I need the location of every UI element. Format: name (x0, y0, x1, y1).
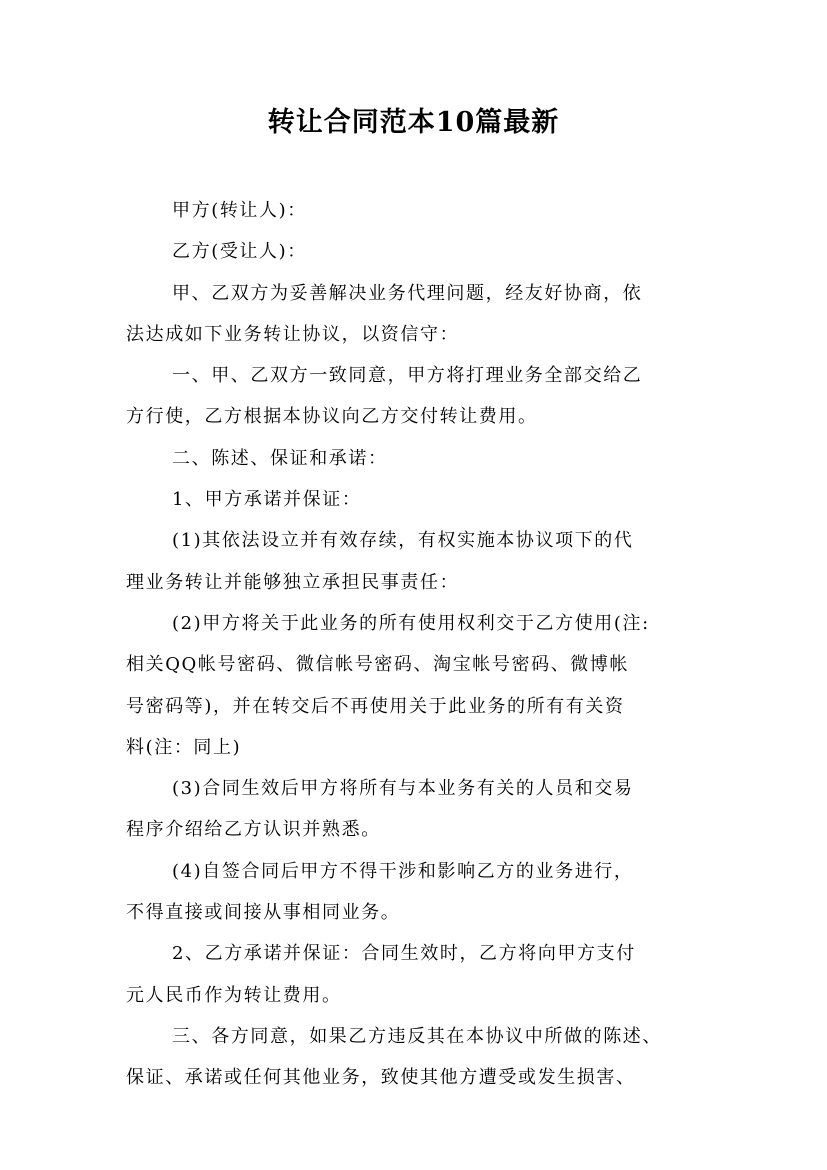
paragraph-line: 料(注：同上) (126, 736, 242, 758)
document-body (126, 190, 711, 1099)
paragraph-line: 一、甲、乙双方一致同意，甲方将打理业务全部交给乙 (172, 365, 643, 387)
paragraph-line: 2、乙方承诺并保证：合同生效时，乙方将向甲方支付 (172, 943, 636, 965)
paragraph-line: (3)合同生效后甲方将所有与本业务有关的人员和交易 (172, 778, 634, 800)
paragraph-line: (4)自签合同后甲方不得干涉和影响乙方的业务进行， (172, 860, 634, 882)
paragraph-line: 元人民币作为转让费用。 (126, 984, 342, 1006)
paragraph-line: 不得直接或间接从事相同业务。 (126, 902, 401, 924)
document-title: 转让合同范本10篇最新 (267, 107, 560, 138)
subsection-heading: 1、甲方承诺并保证： (172, 489, 362, 511)
section-heading: 二、陈述、保证和承诺： (172, 447, 388, 469)
party-b-line: 乙方(受让人)： (172, 241, 307, 263)
paragraph-line: 程序介绍给乙方认识并熟悉。 (126, 819, 381, 841)
paragraph-line: 保证、承诺或任何其他业务，致使其他方遭受或发生损害、 (126, 1067, 636, 1089)
party-a-line: 甲方(转让人)： (172, 200, 307, 221)
paragraph-line: (1)其依法设立并有效存续，有权实施本协议项下的代 (172, 530, 634, 552)
paragraph-line: 法达成如下业务转让协议，以资信守： (126, 323, 460, 345)
paragraph-line: 方行使，乙方根据本协议向乙方交付转让费用。 (126, 406, 538, 428)
paragraph-line: (2)甲方将关于此业务的所有使用权利交于乙方使用(注: (172, 612, 650, 634)
section-heading: 三、各方同意，如果乙方违反其在本协议中所做的陈述、 (172, 1025, 662, 1047)
paragraph-line: 号密码等)，并在转交后不再使用关于此业务的所有有关资 (126, 695, 625, 717)
paragraph-line: 相关QQ帐号密码、微信帐号密码、淘宝帐号密码、微博帐 (126, 654, 630, 676)
paragraph-line: 甲、乙双方为妥善解决业务代理问题，经友好协商，依 (172, 282, 643, 304)
paragraph-line: 理业务转让并能够独立承担民事责任： (126, 571, 460, 593)
